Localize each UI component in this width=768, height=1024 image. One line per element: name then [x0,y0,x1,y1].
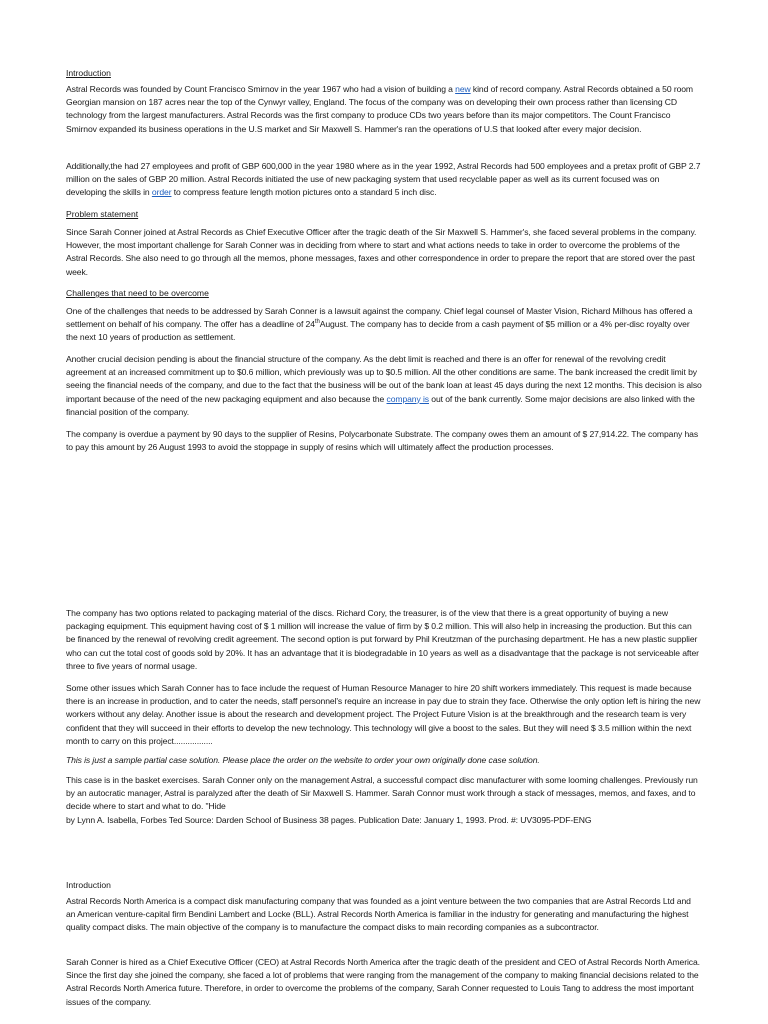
paragraph-citation: by Lynn A. Isabella, Forbes Ted Source: Darden School of Business 38 pages. Publication Date: January 1, 1993. Prod. #: UV3095-PDF-ENG [66,815,592,825]
paragraph-ceo-hired: Sarah Conner is hired as a Chief Executive Officer (CEO) at Astral Records North America after the tragic death of the president and CEO of Astral Records North America. Since the first day she joined the company, she faced a lot of problems that were ranging from the management of the company to making financial decisions related to the Astral Records North America future. Therefore, in order to overcome the problems of the company, Sarah Conner requested to Louis Tang to address the most important issues of the company. [66,957,700,1007]
inline-link-new[interactable]: new [455,84,471,94]
paragraph-lawsuit [66,305,702,345]
paragraph-text: One of the challenges that needs to be addressed by Sarah Conner is a lawsuit against the company. Chief legal counsel of Master Vision, Richard Milhous has offered a settlement on behalf of his company. The offer has a deadline of 24 [66,306,693,330]
inline-link-company-is[interactable]: company is [386,393,429,404]
section-heading-problem-statement: Problem statement [66,209,139,219]
paragraph-employees-profit [66,160,702,200]
paragraph-problem-statement: Since Sarah Conner joined at Astral Records as Chief Executive Officer after the tragic death of the Sir Maxwell S. Hammer's, she faced several problems in the company. However, the most important challenge for Sarah Conner was in deciding from where to start and what actions needs to take in order to overcome the problems of the Astral Records. She also need to go through all the memos, phone messages, faxes and other correspondence in order to prepare the report that are stored over the past week. [66,227,697,277]
paragraph-text: Astral Records was founded by Count Francisco Smirnov in the year 1967 who had a vision of building a [66,84,456,94]
section-heading-challenges: Challenges that need to be overcome [66,288,209,298]
paragraph-text: out of the bank currently. Some major decisions are also linked with the financial position of the company. [66,393,695,417]
inline-link-order[interactable]: order [151,187,172,198]
paragraph-other-issues: Some other issues which Sarah Conner has to face include the request of Human Resource Manager to hire 20 shift workers immediately. This request is made because there is an increase in production, and to cater the needs, staff personnel's require an increase in pay due to strain they face. Otherwise the only option left is hiring the new workers without any delay. Another issue is about the research and development project. The Project Future Vision is at the breakthrough and the research team is very confident that they will succeed in their efforts to develop the new technology. This technology will give a boost to the sales. But they will need $ 3.5 million within the next month to carry on this project................. [66,683,701,746]
paragraph-overdue-payment: The company is overdue a payment by 90 days to the supplier of Resins, Polycarbonate Substrate. The company owes them an amount of $ 27,914.22. The company has to pay this amount by 26 August 1993 to avoid the stoppage in supply of resins which will ultimately affect the production processes. [66,429,699,453]
superscript-th: th [314,319,320,326]
paragraph-text: Additionally,the had 27 employees and profit of GBP 600,000 in the year 1980 where as in the year 1992, Astral Records had 500 employees and a pretax profit of GBP 2.7 million on the sales of GBP 20 million. Astral Records initiated the use of new packaging system that used recyclable paper as well as its current focused was on developing the skills in [66,161,701,198]
section-heading-introduction: Introduction [66,68,111,78]
paragraph-text: Another crucial decision pending is about the financial structure of the company. As the debt limit is reached and there is an offer for renewal of the revolving credit agreement at an increased commitment up to $0.6 million, which previously was up to $0.5 million. All the other conditions are same. The bank increased the credit limit by seeing the financial needs of the company, and due to the fact that the business will be out of the bank loan at least 45 days during the next 12 months. This decision is also important because of the need of the new packaging equipment and also because the [66,354,702,404]
paragraph-north-america: Astral Records North America is a compact disk manufacturing company that was founded as a joint venture between the two companies that are Astral Records Ltd and an American venture-capital firm Bendini Lambert and Locke (BLL). Astral Records North America is familiar in the industry for generating and manufacturing the highest quality compact disks. The main objective of the company is to manufacture the compact disks to main recording companies as a subcontractor. [66,896,691,933]
paragraph-text: kind of record company. Astral Records obtained a 50 room Georgian mansion on 187 acres near the top of the Cynwyr valley, England. The focus of the company was on developing their own process rather than licensing CD technology from the largest manufacturers. Astral Records was the first company to produce CDs two years before than its major competitors. The Count Francisco Smirnov expanded its business operations in the U.S market and Sir Maxwell S. Hammer's ran the operations of U.S that looked after every major decision. [66,84,693,134]
paragraph-text: August. The company has to decide from a cash payment of $5 million or a 4% per-disc royalty over the next 10 years of production as settlement. [66,319,690,343]
paragraph-packaging-options: The company has two options related to packaging material of the discs. Richard Cory, the treasurer, is of the view that there is a great opportunity of buying a new packaging equipment. This equipment having cost of $ 1 million will increase the value of firm by $ 0.2 million. This will also help in increasing the production. But this can be financed by the renewal of revolving credit agreement. The second option is put forward by Phil Kreutzman of the purchasing department. He has a new plastic supplier who can cut the total cost of goods sold by 20%. It has an advantage that it is biodegradable in 10 years as well as a disadvantage that the package is not serviceable after three to five years of normal usage. [66,608,699,671]
section-heading-introduction-2: Introduction [66,880,111,890]
paragraph-founding [66,83,702,136]
paragraph-text: to compress feature length motion pictures onto a standard 5 inch disc. [171,187,437,198]
paragraph-case-summary: This case is in the basket exercises. Sarah Conner only on the management Astral, a successful compact disc manufacturer with some looming challenges. Previously run by an autocratic manager, Astral is paralyzed after the death of Sir Maxwell S. Hammer. Sarah Connor must work through a stack of messages, memos, and faxes, and to decide where to start and what to do. "Hide [66,775,698,812]
sample-solution-note: This is just a sample partial case solution. Please place the order on the website to order your own originally done case solution. [66,755,540,765]
paragraph-financial-structure [66,353,702,419]
